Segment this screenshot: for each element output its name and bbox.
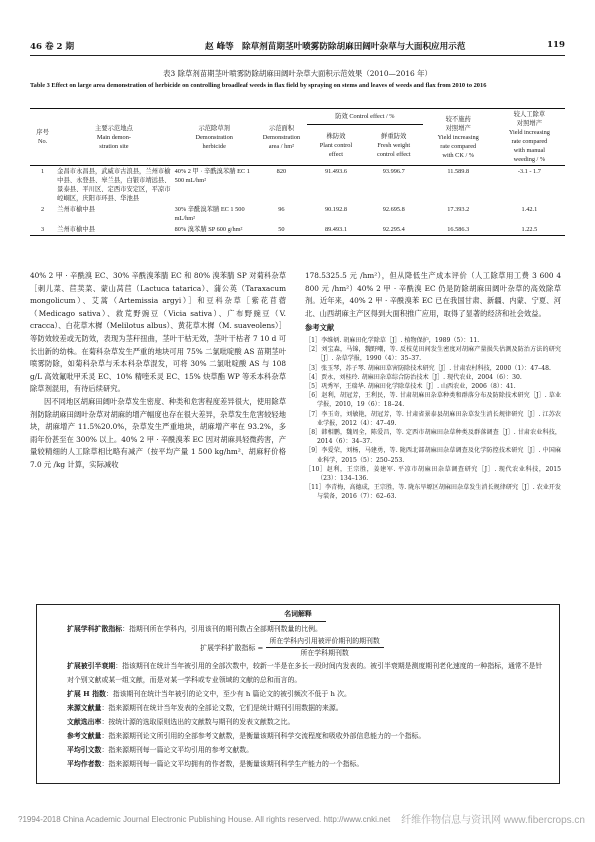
th-yield-manual: 较人工除草 对照增产 Yield increasing rate compared with manual weeding / % <box>494 109 565 166</box>
paragraph: 178.5325.5 元 /hm²），但从降低生产成本评价（人工除草用工费 3 600 4 800 元 /hm²）40% 2 甲 · 辛酰溴 EC 仍是防除胡麻田阔叶杂草的高效除草剂。近年来，40% 2 甲 · 辛酰溴苯 EC 已在我国甘肃、新疆、内蒙、宁夏、河北、山西胡麻主产区得到大面积推广应用，取得了显著的经济和社会效益。 <box>305 271 561 318</box>
glossary-desc: ：指来源期刊每一篇论文平均拥有的作者数，是衡量该期刊科学生产能力的一个指标。 <box>101 760 364 768</box>
running-authors: 赵 峰等 <box>205 42 234 52</box>
reference-item: ［6］赵利，胡冠芳，王利民，等. 甘肃胡麻田杂草种类和群落分布及防除技术研究［J］. 草业学报，2010，19（6）：18–24. <box>305 392 561 409</box>
glossary-formula <box>37 636 559 659</box>
glossary-term: 扩展被引半衰期 <box>67 662 116 670</box>
cell-yield-ck: 11.589.8 <box>447 168 470 175</box>
cell-plant: 89.493.1 <box>307 224 365 236</box>
glossary-box <box>36 604 560 784</box>
glossary-desc: ：指来源期刊在统计当年发表的全部论文数，它们是统计期刊引用数据的来源。 <box>101 704 343 712</box>
glossary-term: 平均引文数 <box>67 746 102 754</box>
glossary-item <box>37 622 559 636</box>
glossary-item <box>37 757 559 771</box>
table-caption-en: Table 3 Effect on large area demonstration of herbicide on controlling broadleaf weeds in flax field by spraying on stems and leaves of weeds and flax from 2010 to 2016 <box>30 82 487 89</box>
cell-fresh: 92.295.4 <box>365 224 423 236</box>
table-row <box>30 224 565 236</box>
header-rule <box>30 55 565 56</box>
body-column-left <box>30 270 286 472</box>
copyright-text: ?1994-2018 China Academic Journal Electronic Publishing House. All rights reserved. http://www.cnki.net <box>18 815 391 824</box>
reference-item: ［2］刘宝森，马锦，魏野嘲，等. 反枝苋田间发生密度对胡麻产量损失估测及防治方法的研究［J］. 杂草学报，1990（4）：35–37. <box>305 346 561 363</box>
th-plant-control: 株防效 Plant control effect <box>319 132 353 158</box>
table-row <box>30 166 565 205</box>
th-control: 防效 Control effect / % <box>307 109 423 125</box>
glossary-desc: ：指来源期刊每一篇论文平均引用的参考文献数。 <box>101 746 254 754</box>
table-caption-cn: 表3 除草剂苗期茎叶喷雾防除胡麻田阔叶杂草大面积示范效果（2010—2016 年） <box>163 69 432 78</box>
th-no: 序号 No. <box>30 109 55 166</box>
demonstration-effect-table <box>30 108 565 236</box>
cell-yield-manual: 1.42.1 <box>521 206 538 213</box>
glossary-term: 扩展 H 指数 <box>67 690 106 698</box>
glossary-title: 名词解释 <box>284 610 312 618</box>
running-header <box>30 40 565 54</box>
watermark: 纤维作物信息与资讯网 www.fibercrops.cn <box>401 815 585 826</box>
glossary-term: 来源文献量 <box>67 704 102 712</box>
th-fresh-control: 鲜重防效 Fresh weight control effect <box>376 132 411 158</box>
reference-item: ［10］赵利，王宗胜，姜建军. 平凉市胡麻田杂草调查研究［J］. 现代农业科技，2015（23）：134–136. <box>305 465 561 483</box>
glossary-term: 扩展学科扩散指标 <box>67 625 123 633</box>
cell-herbicide: 40% 2 甲 · 辛酰溴苯腈 EC 1 500 mL/hm² <box>174 168 250 184</box>
copyright-footer <box>18 815 585 824</box>
page-number: 119 <box>547 40 565 50</box>
glossary-desc: ：指该期刊在统计当年被引的论文中，至少有 h 篇论文的被引频次不低于 h 次。 <box>105 690 351 698</box>
glossary-term: 平均作者数 <box>67 760 102 768</box>
cell-region: 兰州市榆中县 <box>55 224 172 236</box>
reference-item: ［7］李玉奇，刘敏艳，胡冠芳，等. 甘肃省景泰县胡麻田杂草发生消长规律研究［J］. 江苏农业学报，2012（4）：47–49. <box>305 410 561 427</box>
glossary-desc: ：指来源期刊论文所引用的全部参考文献数，是衡量该期刊科学交流程度和吸收外部信息能力的一个指标。 <box>101 732 426 740</box>
cell-region: 兰州市榆中县 <box>57 206 95 213</box>
cell-yield-ck: 16.586.3 <box>423 224 494 236</box>
glossary-desc: ：指该期刊在统计当年被引用的全部次数中，较新一半是在多长一段时间内发表的。被引半衰期是测度期刊老化速度的一种指标，通常不是针对个别文献或某一组文献，而是对某一学科或专业领域的文献的总和而言的。 <box>67 662 543 684</box>
glossary-item <box>37 659 559 687</box>
glossary-desc: ：指期刊所在学科内，引用该刊的期刊数占全部期刊数量的比例。 <box>122 625 322 633</box>
cell-yield-manual: -3.1 - 1.7 <box>517 168 541 175</box>
cell-yield-manual: 1.22.5 <box>494 224 565 236</box>
glossary-item <box>37 715 559 729</box>
reference-item: ［5］巩秀军，王瑞华. 胡麻田化学除草技术［J］. 山西农业，2006（8）：41. <box>305 382 516 390</box>
th-herbicide: 示范除草剂 Demonstration herbicide <box>173 109 256 166</box>
cell-plant: 91.493.6 <box>324 168 347 175</box>
cell-area: 50 <box>256 224 307 236</box>
cell-no: 2 <box>41 206 45 213</box>
glossary-item <box>37 743 559 757</box>
cell-fresh: 93.996.7 <box>382 168 405 175</box>
cell-herbicide: 80% 溴苯腈 SP 600 g/hm² <box>173 224 256 236</box>
running-article-title: 除草剂苗期茎叶喷雾防除胡麻田阔叶杂草与大面积应用示范 <box>241 42 466 52</box>
cell-area: 96 <box>278 206 285 213</box>
reference-item: ［8］韩相鹏，魏周全，陈爱昌，等. 定西市胡麻田杂草种类及群落调查［J］. 甘肃农业科技，2014（6）：34–37. <box>305 429 561 446</box>
volume-issue: 46 卷 2 期 <box>30 42 75 52</box>
reference-item: ［11］李青梅，高德成，王宗胜，等. 陇东旱塬区胡麻田杂草发生消长规律研究［J］. 农业开发与装备，2016（7）：62–63. <box>305 484 561 501</box>
glossary-term: 文献选出率 <box>67 718 102 726</box>
reference-item: ［1］李维炳. 胡麻田化学除草［J］. 植物保护，1989（5）：11. <box>305 336 480 344</box>
glossary-item <box>37 687 559 701</box>
th-yield-ck: 较不施药 对照增产 Yield increasing rate compared with CK / % <box>423 109 494 166</box>
formula-fraction <box>266 636 384 659</box>
glossary-item <box>37 729 559 743</box>
paragraph: 40% 2 甲 · 辛酰溴 EC、30% 辛酰溴苯腈 EC 和 80% 溴苯腈 SP 对菊科杂草［刺儿菜、苣荬菜、蒙山莴苣（Lactuca tatarica）、蒲公英（Taraxacum mongolicum）、艾蒿（Artemissia argyi）］和豆科杂草［紫花苜蓿（Medicago sativa）、救荒野豌豆（Vicia sativa）、广布野豌豆（V. cracca）、白花草木樨（Melilotus albus）、黄花草木樨（M. suaveolens）］等防效较差或无防效，表现为茎秆扭曲，茎叶干枯无效，茎叶干枯者 7 10 d 可长出新的幼株。在菊科杂草发生严重的地块可用 75% 二氯吡啶酸 AS 苗期茎叶喷雾防除，如菊科杂草与禾本科杂草混发，可将 30% 二氯吡啶酸 AS 与 108 g/L 高效氟吡甲禾灵 EC、10% 精喹禾灵 EC、15% 炔草酯 WP 等禾本科杂草除草剂混用，有待后续研究。 <box>30 271 286 394</box>
cell-herbicide: 30% 辛酰溴苯腈 EC 1 500 mL/hm² <box>174 206 245 222</box>
reference-list <box>305 336 561 502</box>
body-column-right <box>305 270 561 502</box>
cell-plant: 90.192.8 <box>324 206 347 213</box>
reference-item: ［3］张玉琴，苏子琴. 胡麻田草害防除技术研究［J］. 甘肃农村科技，2000（1）：47–48. <box>305 364 551 372</box>
table-row <box>30 204 565 224</box>
running-title <box>205 40 465 52</box>
cell-fresh: 92.695.8 <box>382 206 405 213</box>
cell-region: 金昌市永昌县，武威市古浪县，兰州市榆中县、永登县、皋兰县，白银市靖远县、景泰县、平川区、定西市安定区，平凉市崆峒区，庆阳市环县、华池县 <box>57 168 171 202</box>
glossary-item <box>37 701 559 715</box>
references-heading: 参考文献 <box>305 323 335 333</box>
cell-no: 1 <box>41 168 45 175</box>
th-region: 主要示范地点 Main demon- stration site <box>55 109 172 166</box>
th-area: 示范面积 Demonstration area / hm² <box>256 109 307 166</box>
formula-lhs: 扩展学科扩散指标 = <box>200 643 264 652</box>
cell-yield-ck: 17.393.2 <box>447 206 470 213</box>
formula-numerator: 所在学科内引用被评价期刊的期刊数 <box>266 636 384 648</box>
cell-no: 3 <box>30 224 55 236</box>
cell-area: 820 <box>276 168 287 175</box>
formula-denominator: 所在学科期刊数 <box>300 649 349 657</box>
glossary-term: 参考文献量 <box>67 732 102 740</box>
reference-item: ［9］李爱荣，刘杨，马建勇，等. 陇西北部胡麻田杂草调查及化学防控技术研究［J］. 中国麻业科学，2015（5）：250–253. <box>305 447 561 464</box>
glossary-desc: ：按统计源的选取原则选出的文献数与期刊的发表文献数之比。 <box>101 718 295 726</box>
paragraph: 因不同地区胡麻田阔叶杂草发生密度、种类和危害程度差异很大，使用除草剂防除胡麻田阔叶杂草对胡麻的增产幅度也存在很大差异，杂草发生危害较轻地块，胡麻增产 11.5%20.0%，杂草发生严重地块，胡麻增产率在 93.2%，多雨年份甚至在 300% 以上。40% 2 甲 · 辛酰溴苯 EC 因对胡麻具轻微药害，产量较精细的人工除草相比略有减产（按平均产量 1 500 kg/hm²、胡麻籽价格 7.0 元 /kg 计算，实际减收 <box>30 396 286 469</box>
reference-item: ［4］贾永，刘桂玲. 胡麻田杂草综合防治技术［J］. 现代农业，2004（6）：30. <box>305 373 522 381</box>
